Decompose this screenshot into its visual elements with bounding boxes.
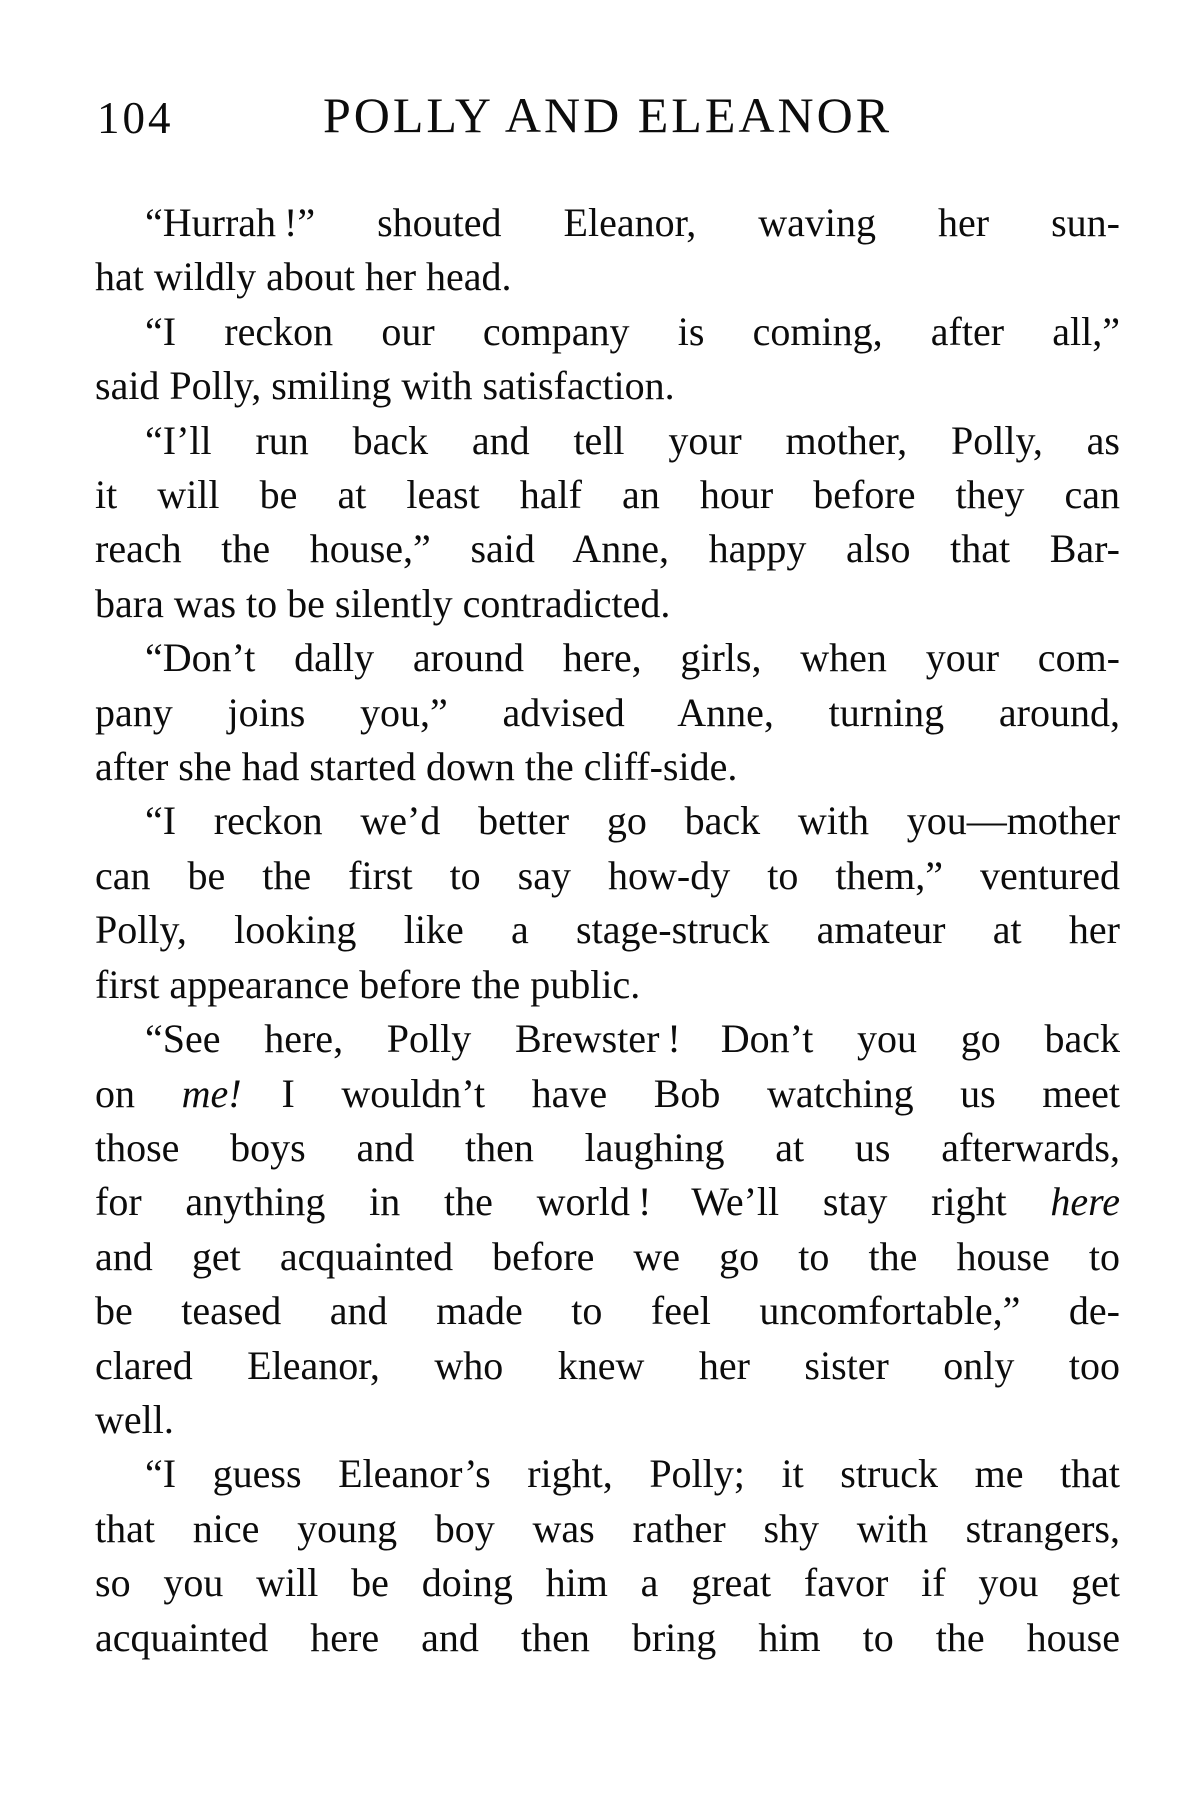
text-line: and get acquainted before we go to the house to	[95, 1233, 1120, 1279]
text-line: after she had started down the cliff-side.	[95, 744, 738, 790]
text-line: bara was to be silently contradicted.	[95, 580, 671, 626]
text-line: “I guess Eleanor’s right, Polly; it struck me that	[145, 1451, 1120, 1497]
text-line: “See here, Polly Brewster ! Don’t you go back	[145, 1016, 1120, 1062]
text-line: so you will be doing him a great favor if you get	[95, 1560, 1120, 1606]
text-line: it will be at least half an hour before they can	[95, 472, 1120, 518]
page-body	[95, 196, 1120, 1665]
text-line: said Polly, smiling with satisfaction.	[95, 363, 675, 409]
text-line: “I reckon we’d better go back with you—mother	[145, 798, 1120, 844]
page-number: 104	[97, 93, 174, 143]
text-line: “I reckon our company is coming, after all,”	[145, 308, 1120, 354]
text-line: pany joins you,” advised Anne, turning around,	[95, 689, 1120, 735]
text-line: “Hurrah !” shouted Eleanor, waving her sun-	[145, 200, 1120, 245]
text-line: first appearance before the public.	[95, 961, 641, 1007]
text-line: well.	[95, 1396, 174, 1442]
running-head	[95, 84, 1120, 146]
text-line: for anything in the world ! We’ll stay right here	[95, 1179, 1120, 1225]
running-title: POLLY AND ELEANOR	[322, 87, 893, 143]
text-line: acquainted here and then bring him to the house	[95, 1614, 1120, 1660]
text-line: be teased and made to feel uncomfortable,” de-	[95, 1288, 1120, 1334]
text-line: “Don’t dally around here, girls, when your com-	[145, 635, 1120, 681]
text-line: “I’ll run back and tell your mother, Polly, as	[145, 417, 1120, 463]
text-line: hat wildly about her head.	[95, 254, 512, 300]
text-line: on me! I wouldn’t have Bob watching us meet	[95, 1070, 1121, 1116]
text-line: clared Eleanor, who knew her sister only too	[95, 1342, 1120, 1388]
text-line: reach the house,” said Anne, happy also that Bar-	[95, 526, 1120, 572]
text-line: those boys and then laughing at us afterwards,	[95, 1124, 1120, 1170]
text-line: that nice young boy was rather shy with strangers,	[95, 1505, 1120, 1551]
text-line: Polly, looking like a stage-struck amateur at her	[95, 907, 1120, 953]
text-line: can be the first to say how-dy to them,” ventured	[95, 852, 1120, 898]
